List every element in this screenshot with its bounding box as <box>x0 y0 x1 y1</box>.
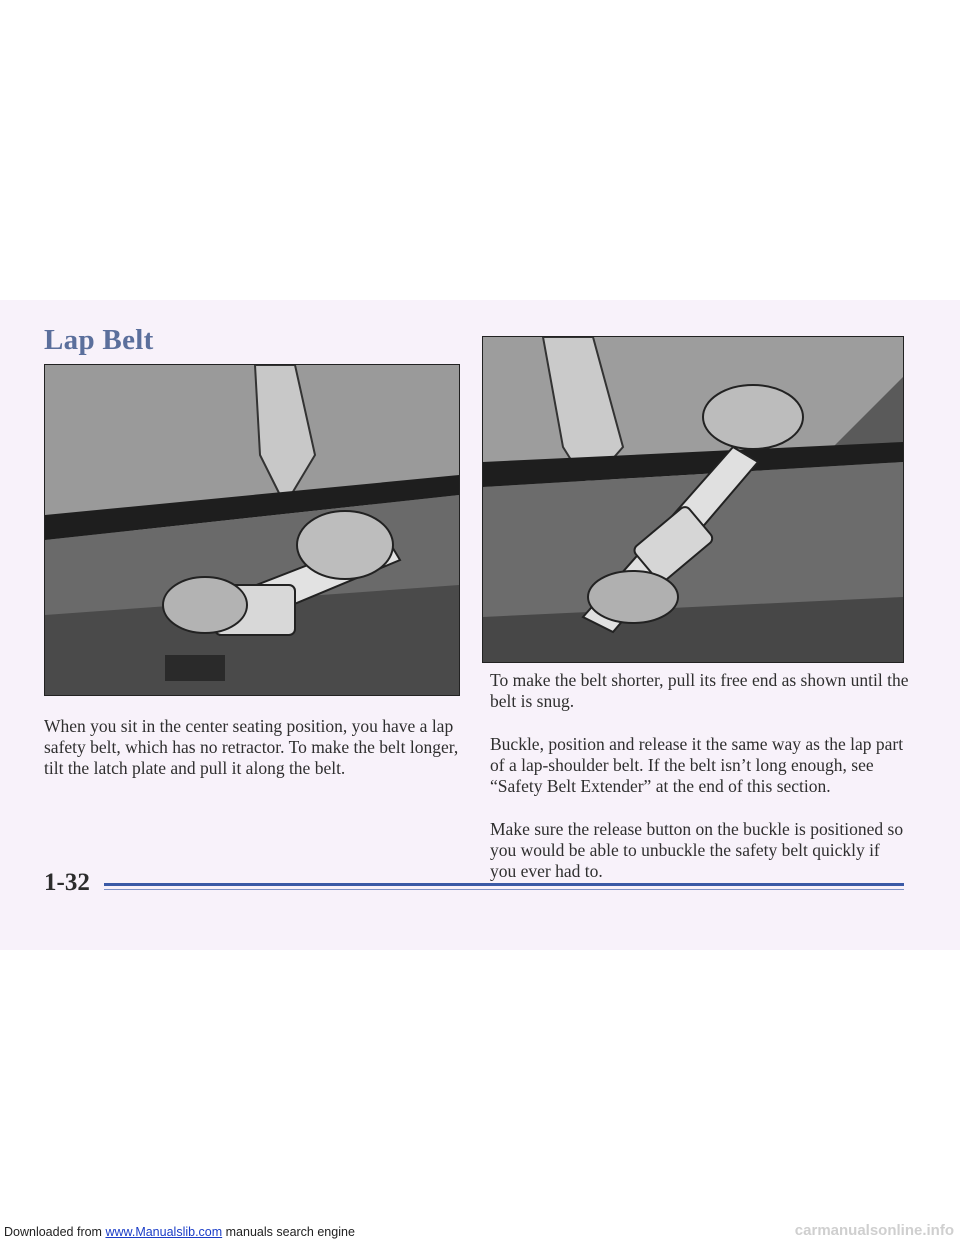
left-hand <box>588 571 678 623</box>
left-hand <box>163 577 247 633</box>
page-rule-thin <box>104 889 904 890</box>
footer-suffix: manuals search engine <box>222 1225 355 1239</box>
illustration-right-drawing <box>483 337 903 662</box>
lap-belt-latch-plate-illustration <box>44 364 460 696</box>
page-number: 1-32 <box>44 869 90 896</box>
right-hand <box>297 511 393 579</box>
footer-prefix: Downloaded from <box>4 1225 106 1239</box>
center-seat-description: When you sit in the center seating position, you have a lap safety belt, which has no retractor. To make the belt longer, tilt the latch plate and pull it along the belt. <box>44 716 459 778</box>
lap-belt-buckled-illustration <box>482 336 904 663</box>
watermark: carmanualsonline.info <box>794 1222 954 1239</box>
buckle-instruction: Buckle, position and release it the same way as the lap part of a lap-shoulder belt. If the belt isn’t long enough, see “Safety Belt Extender” at the end of this section. <box>490 734 904 796</box>
release-button-note: Make sure the release button on the buckle is positioned so you would be able to unbuckle the safety belt quickly if you ever had to. <box>490 819 904 881</box>
section-title: Lap Belt <box>44 324 154 356</box>
download-footer <box>4 1225 355 1239</box>
buckle-base <box>165 655 225 681</box>
manualslib-link[interactable]: www.Manualslib.com <box>105 1225 223 1239</box>
illustration-left-drawing <box>45 365 459 695</box>
right-hand <box>703 385 803 449</box>
page-rule <box>104 883 904 886</box>
shorten-belt-instruction: To make the belt shorter, pull its free end as shown until the belt is snug. <box>490 670 909 711</box>
